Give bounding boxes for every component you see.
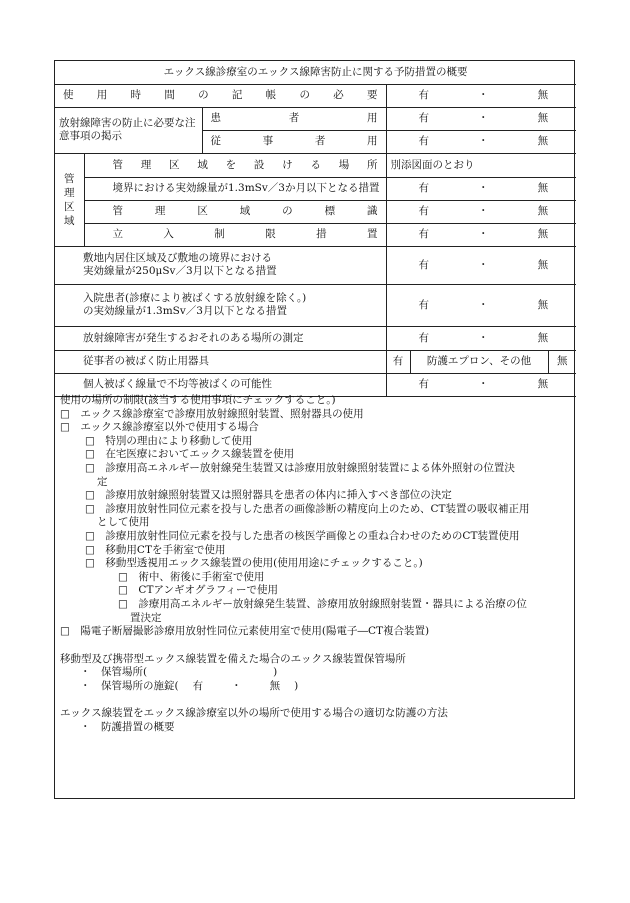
row-area-sign: 管理区域の標識: [112, 205, 378, 217]
list-item: □ 特別の理由により移動して使用: [85, 434, 253, 447]
checkbox-icon[interactable]: □: [85, 434, 95, 447]
list-item: □ 診療用高エネルギー放射線発生装置又は診療用放射線照射装置による体外照射の位置決: [85, 461, 515, 474]
checkbox-icon[interactable]: □: [85, 448, 95, 461]
list-item: □ 診療用放射性同位元素を投与した患者の画像診断の精度向上のため、CT装置の吸収補正用: [85, 502, 530, 515]
storage-lock-field: ・ 保管場所の施錠( 有 ・ 無 ): [80, 679, 299, 692]
restrictions-heading: 使用の場所の制限(該当する使用事項にチェックすること。): [60, 394, 336, 406]
list-item: □ 診療用放射性同位元素を投与した患者の核医学画像との重ね合わせのためのCT装置使用: [85, 529, 520, 542]
row-inpatient: 入院患者(診療により被ばくする放射線を除く。) の実効線量が1.3mSv／3月以下となる措置: [55, 284, 386, 326]
yes-no-cell: 有 ・ 無: [386, 284, 576, 326]
row-notice-patient: 患者用: [210, 112, 378, 124]
checkbox-icon[interactable]: □: [85, 557, 95, 570]
row-usage-log: 使用時間の記帳の必要: [63, 89, 378, 101]
list-item: □ 診療用高エネルギー放射線発生装置、診療用放射線照射装置・器具による治療の位: [118, 597, 527, 610]
table-title: エックス線診療室のエックス線障害防止に関する予防措置の概要: [55, 61, 576, 84]
storage-heading: 移動型及び携帯型エックス線装置を備えた場合のエックス線装置保管場所: [60, 652, 406, 665]
protection-heading: エックス線装置をエックス線診療室以外の場所で使用する場合の適切な防護の方法: [60, 707, 448, 720]
row-area-restriction: 立入制限措置: [112, 228, 378, 240]
checkbox-icon[interactable]: □: [85, 529, 95, 542]
row-site-boundary: 敷地内居住区域及び敷地の境界における 実効線量が250μSv／3月以下となる措置: [55, 246, 386, 284]
list-item: □ 移動型透視用エックス線装置の使用(使用用途にチェックすること。): [85, 557, 423, 570]
row-uneven-exposure: 個人被ばく線量で不均等被ばくの可能性: [55, 373, 386, 396]
measures-table: [55, 61, 576, 397]
row-protective-gear: 従事者の被ばく防止用器具: [55, 350, 386, 373]
checkbox-icon[interactable]: □: [85, 461, 95, 474]
yes-no-cell: 有 ・ 無: [386, 373, 576, 396]
list-item-continuation: 定: [97, 475, 108, 488]
storage-place-field: ・ 保管場所( ): [80, 666, 278, 679]
yes-no-cell: 有 ・ 無: [386, 223, 576, 246]
list-item: □ 陽電子断層撮影診療用放射性同位元素使用室で使用(陽電子―CT複合装置): [60, 625, 430, 638]
row-notice-label: 放射線障害の防止に必要な注意事項の掲示: [55, 107, 202, 153]
row-area-place: 管理区域を設ける場所: [112, 158, 378, 171]
yes-no-cell: 有 ・ 無: [386, 107, 576, 130]
checkbox-icon[interactable]: □: [118, 584, 128, 597]
yes-no-cell: 有 ・ 無: [386, 200, 576, 223]
lock-no[interactable]: 無: [269, 679, 281, 692]
usage-restrictions-section: [60, 394, 569, 735]
checkbox-icon[interactable]: □: [85, 502, 95, 515]
checkbox-icon[interactable]: □: [60, 421, 70, 434]
list-item: □ エックス線診療室以外で使用する場合: [60, 421, 259, 434]
controlled-area-label: 管 理 区 域: [55, 153, 84, 246]
lock-yes[interactable]: 有: [192, 679, 204, 692]
yes-no-cell: 有 ・ 無: [386, 130, 576, 153]
checkbox-icon[interactable]: □: [85, 489, 95, 502]
checkbox-icon[interactable]: □: [118, 570, 128, 583]
checkbox-icon[interactable]: □: [60, 625, 70, 638]
form-frame: [54, 60, 575, 799]
yes-no-cell: 有 ・ 無: [386, 84, 576, 107]
gear-items: 防護エプロン、その他: [410, 350, 548, 373]
list-item: □ 術中、術後に手術室で使用: [118, 570, 265, 583]
list-item: □ 診療用放射線照射装置又は照射器具を患者の体内に挿入すべき部位の決定: [85, 489, 452, 502]
yes-no-cell: 有 ・ 無: [386, 246, 576, 284]
checkbox-icon[interactable]: □: [118, 597, 128, 610]
row-area-place-value: 別添図面のとおり: [386, 153, 576, 177]
gear-yes: 有: [386, 350, 410, 373]
yes-no-cell: 有 ・ 無: [386, 326, 576, 350]
yes-no-cell: 有 ・ 無: [386, 177, 576, 200]
row-area-boundary: 境界における実効線量が1.3mSv／3か月以下となる措置: [84, 177, 386, 200]
row-notice-worker: 従事者用: [210, 135, 378, 147]
list-item-continuation: 置決定: [130, 611, 162, 624]
checkbox-icon[interactable]: □: [60, 407, 70, 420]
gear-no: 無: [548, 350, 576, 373]
list-item: □ CTアンギオグラフィーで使用: [118, 584, 278, 597]
list-item-continuation: として使用: [97, 516, 150, 529]
protection-summary: ・ 防護措置の概要: [80, 721, 175, 734]
list-item: □ 在宅医療においてエックス線装置を使用: [85, 448, 295, 461]
row-measurement: 放射線障害が発生するおそれのある場所の測定: [55, 326, 386, 350]
list-item: □ エックス線診療室で診療用放射線照射装置、照射器具の使用: [60, 407, 364, 420]
checkbox-icon[interactable]: □: [85, 543, 95, 556]
list-item: □ 移動用CTを手術室で使用: [85, 543, 226, 556]
